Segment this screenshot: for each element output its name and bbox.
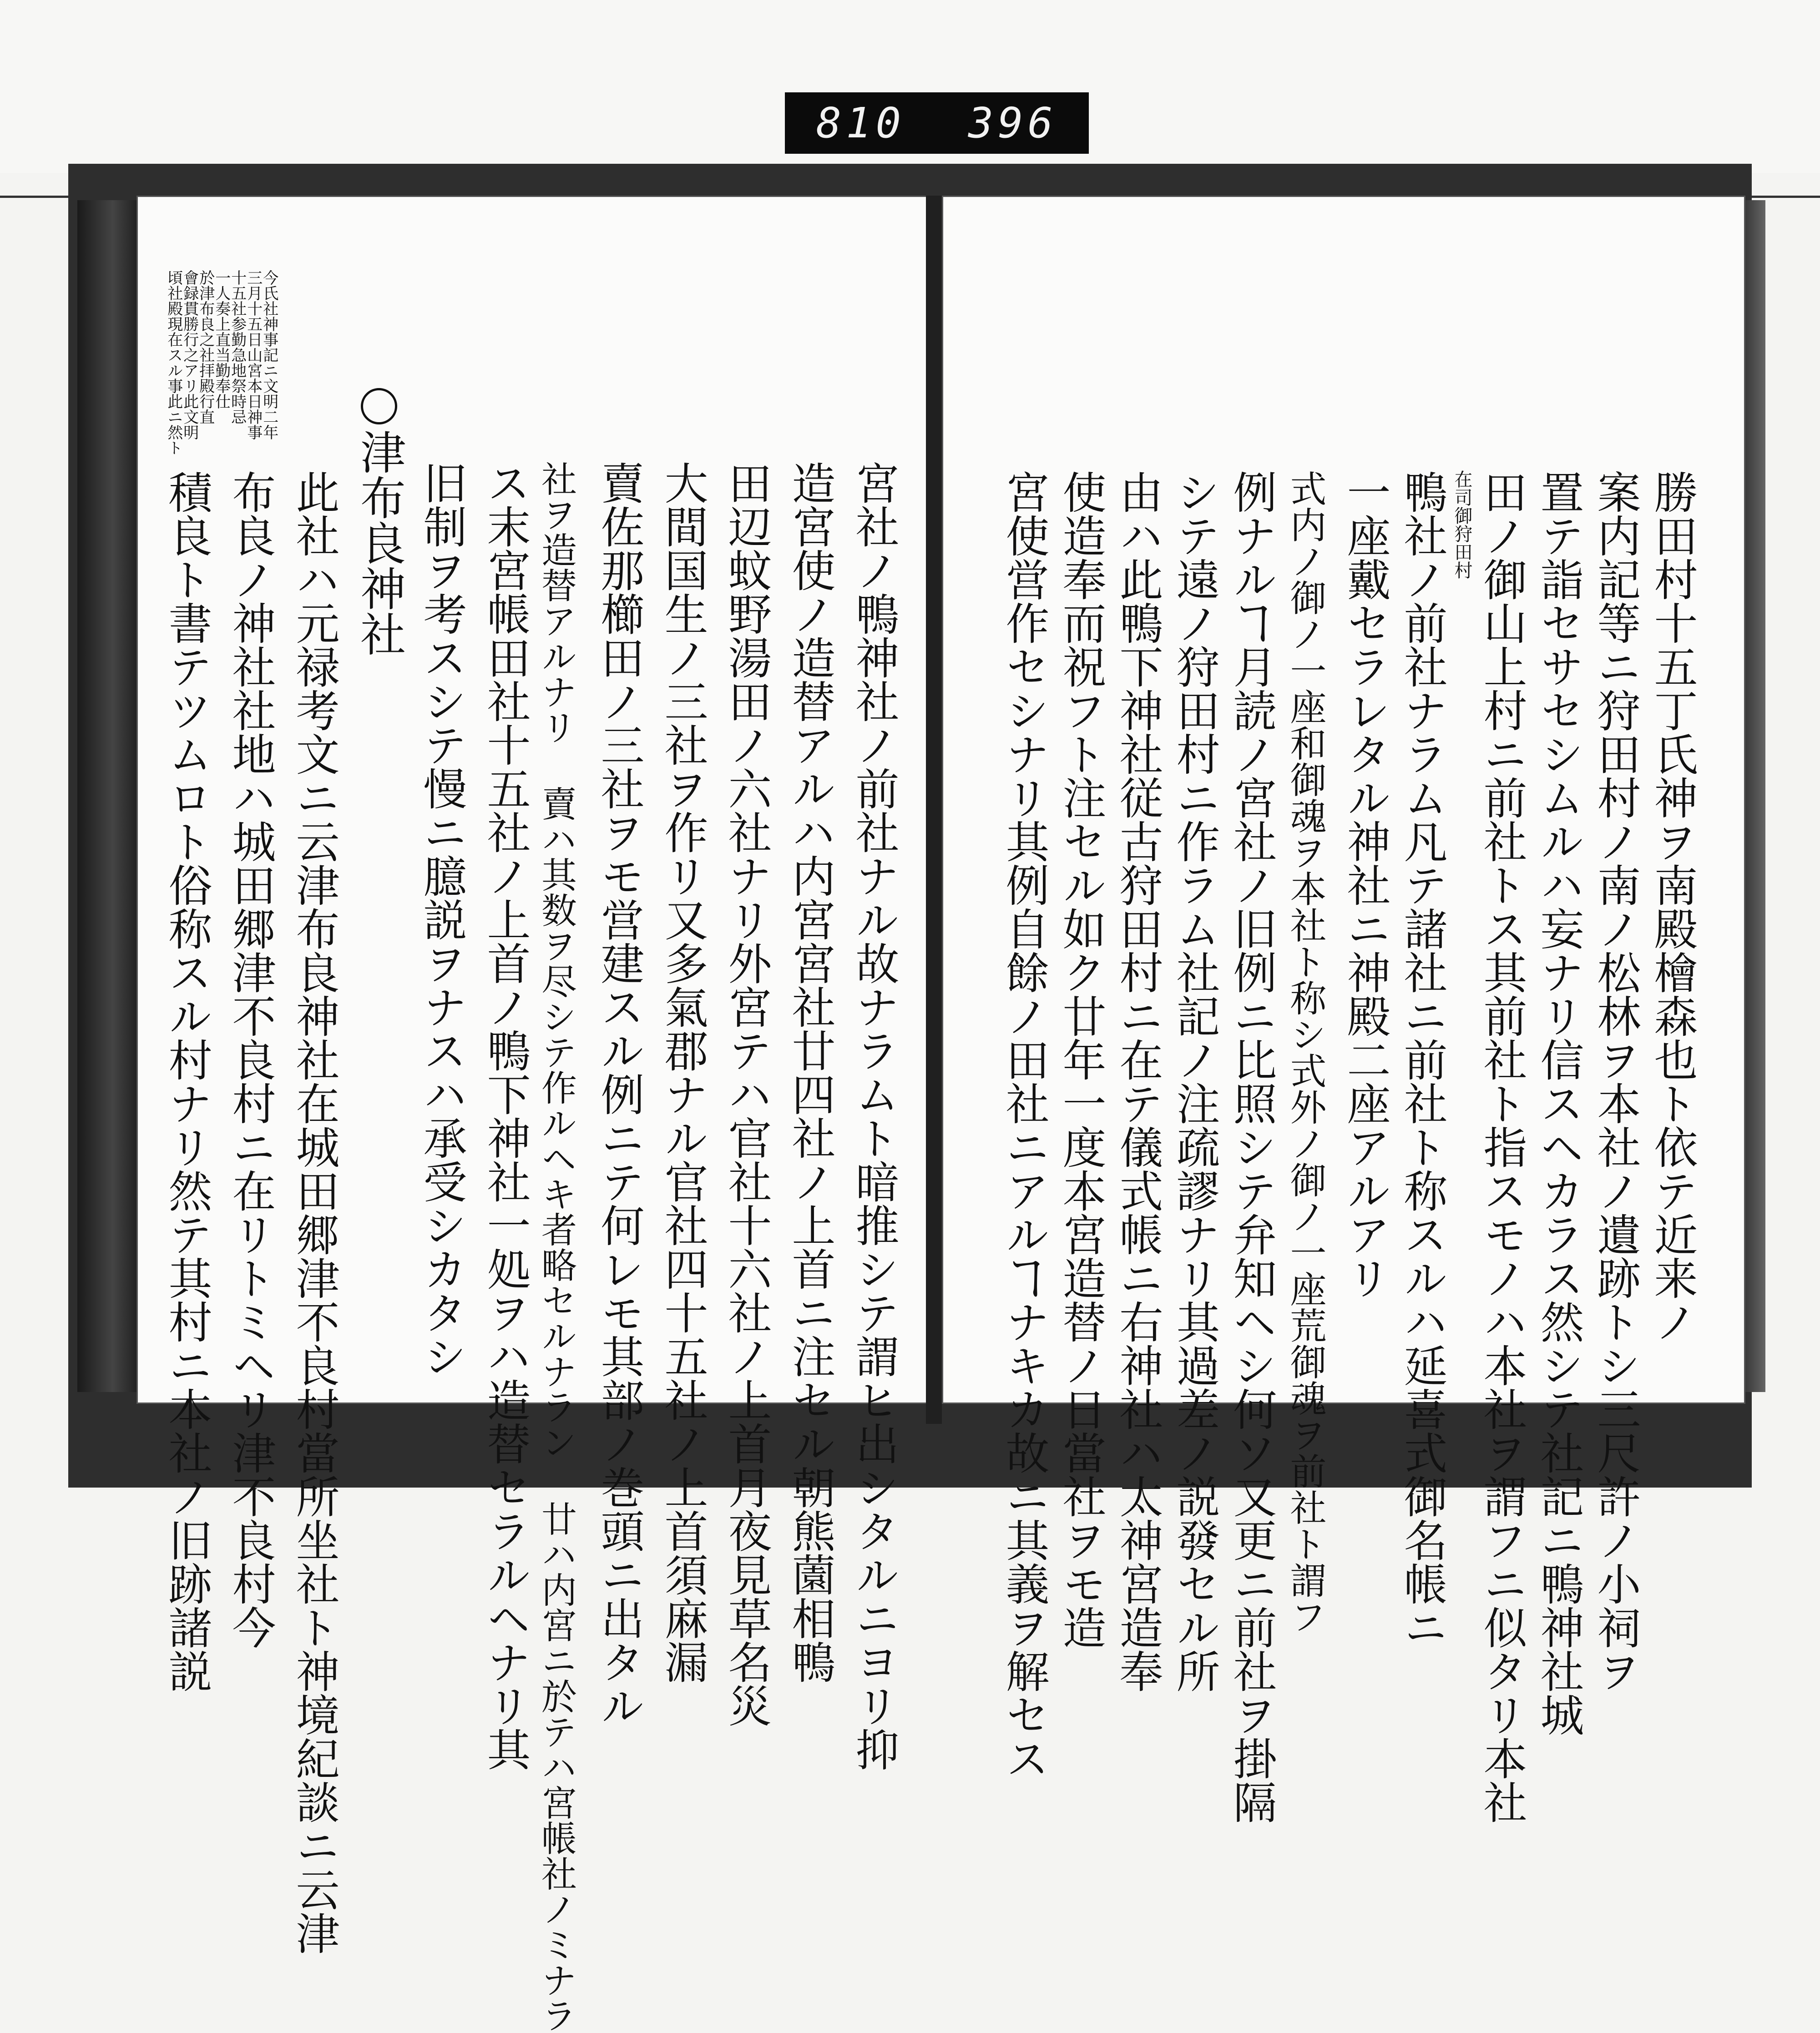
text-column: 勝田村十五丁氏神ヲ南殿檜森也ト依テ近来ノ xyxy=(1647,470,1698,1343)
text-column: 大間国生ノ三社ヲ作リ又多氣郡ナル官社四十五社ノ上首須麻漏 xyxy=(657,461,708,1684)
text-column: 積良ト書テツムロト俗称スル村ナリ然テ其村ニ本社ノ旧跡諸説 xyxy=(162,470,212,1693)
text-column: 此社ハ元禄考文ニ云津布良神社在城田郷津不良村當所坐社ト神境紀談ニ云津 xyxy=(289,470,340,1955)
text-column: 一座戴セラレタル神社ニ神殿二座アルアリ xyxy=(1340,470,1391,1300)
label-right-number: 396 xyxy=(968,99,1058,147)
text-column: 旧制ヲ考スシテ慢ニ臆説ヲナスハ承受シカタシ xyxy=(416,461,467,1378)
archive-number-label xyxy=(785,92,1089,154)
book-page-edges-left xyxy=(77,200,136,1392)
text-column-small: 在司御狩田村 xyxy=(1451,470,1472,579)
text-column: 使造奉而祝フト注セル如ク廿年一度本宮造替ノ日當社ヲモ造 xyxy=(1056,470,1107,1649)
book-page-edges-right xyxy=(1743,200,1765,1392)
text-column: 宮社ノ鴨神社ノ前社ナル故ナラムト暗推シテ謂ヒ出シタルニヨリ抑 xyxy=(849,461,900,1771)
text-column: 置テ詣セサセシムルハ妄ナリ信スヘカラス然シテ社記ニ鴨神社城 xyxy=(1533,470,1584,1736)
text-column: 宮使営作セシナリ其例自餘ノ田社ニアルヿナキカ故ニ其義ヲ解セス xyxy=(999,470,1050,1780)
text-column: 造宮使ノ造替アルハ内宮宮社廿四社ノ上首ニ注セル朝熊薗相鴨 xyxy=(785,461,836,1684)
label-left-number: 810 xyxy=(816,99,906,147)
text-column: 社ヲ造替アルナリ 賣ハ其数ヲ尽シテ作ルヘキ者略セルナラン 廿ハ内宮ニ於テハ宮帳社ノミナラ xyxy=(536,461,576,2033)
text-column: 田ノ御山上村ニ前社トス其前社ト指スモノハ本社ヲ謂フニ似タリ本社 xyxy=(1476,470,1527,1824)
margin-note-line: 會録貫勝行之アリ此文明 xyxy=(180,270,199,440)
margin-note-line: 今氏社神事記ニ文明二年 xyxy=(260,270,278,440)
text-column: 案内記等ニ狩田村ノ南ノ松林ヲ本社ノ遺跡トシ三尺許ノ小祠ヲ xyxy=(1590,470,1641,1693)
margin-note-line: 一人奏上直当勤奉仕 xyxy=(212,270,231,409)
text-column: 田辺蚊野湯田ノ六社ナリ外宮テハ官社十六社ノ上首月夜見草名災 xyxy=(721,461,772,1727)
text-column: 由ハ此鴨下神社従古狩田村ニ在テ儀式帳ニ右神社ハ太神宮造奉 xyxy=(1112,470,1163,1693)
margin-note-line: 十五社参勤急地祭時忌 xyxy=(228,270,247,424)
right-page xyxy=(942,196,1745,1824)
text-column: 式内ノ御ノ一座和御魂ヲ本社ト称シ式外ノ御ノ一座荒御魂ヲ前社ト謂フ xyxy=(1284,470,1326,1634)
margin-note-line: 頃社殿現在スル事此ニ然ト xyxy=(164,270,183,455)
text-column: 例ナルヿ月読ノ宮社ノ旧例ニ比照シテ弁知ヘシ何ソ又更ニ前社ヲ掛隔 xyxy=(1226,470,1277,1824)
section-heading: 津布良神社 xyxy=(353,429,406,656)
margin-note-line: 三月十五日山宮本日神事 xyxy=(244,270,263,440)
text-column: 賣佐那櫛田ノ三社ヲモ営建スル例ニテ何レモ其部ノ巻頭ニ出タル xyxy=(594,461,645,1727)
section-circle-mark xyxy=(361,388,397,424)
text-column: 布良ノ神社社地ハ城田郷津不良村ニ在リトミヘリ津不良村今 xyxy=(225,470,276,1649)
text-column: シテ遠ノ狩田村ニ作ラム社記ノ注疏謬ナリ其過差ノ説發セル所 xyxy=(1169,470,1220,1693)
margin-note-line: 於津布良之社拝殿行直 xyxy=(196,270,215,424)
left-page xyxy=(136,196,929,2033)
book-spine xyxy=(926,196,942,1424)
text-column: 鴨社ノ前社ナラム凡テ諸社ニ前社ト称スルハ延喜式御名帳ニ xyxy=(1397,470,1448,1649)
text-column: ス末宮帳田社十五社ノ上首ノ鴨下神社一処ヲハ造替セラルヘナリ其 xyxy=(480,461,531,1771)
